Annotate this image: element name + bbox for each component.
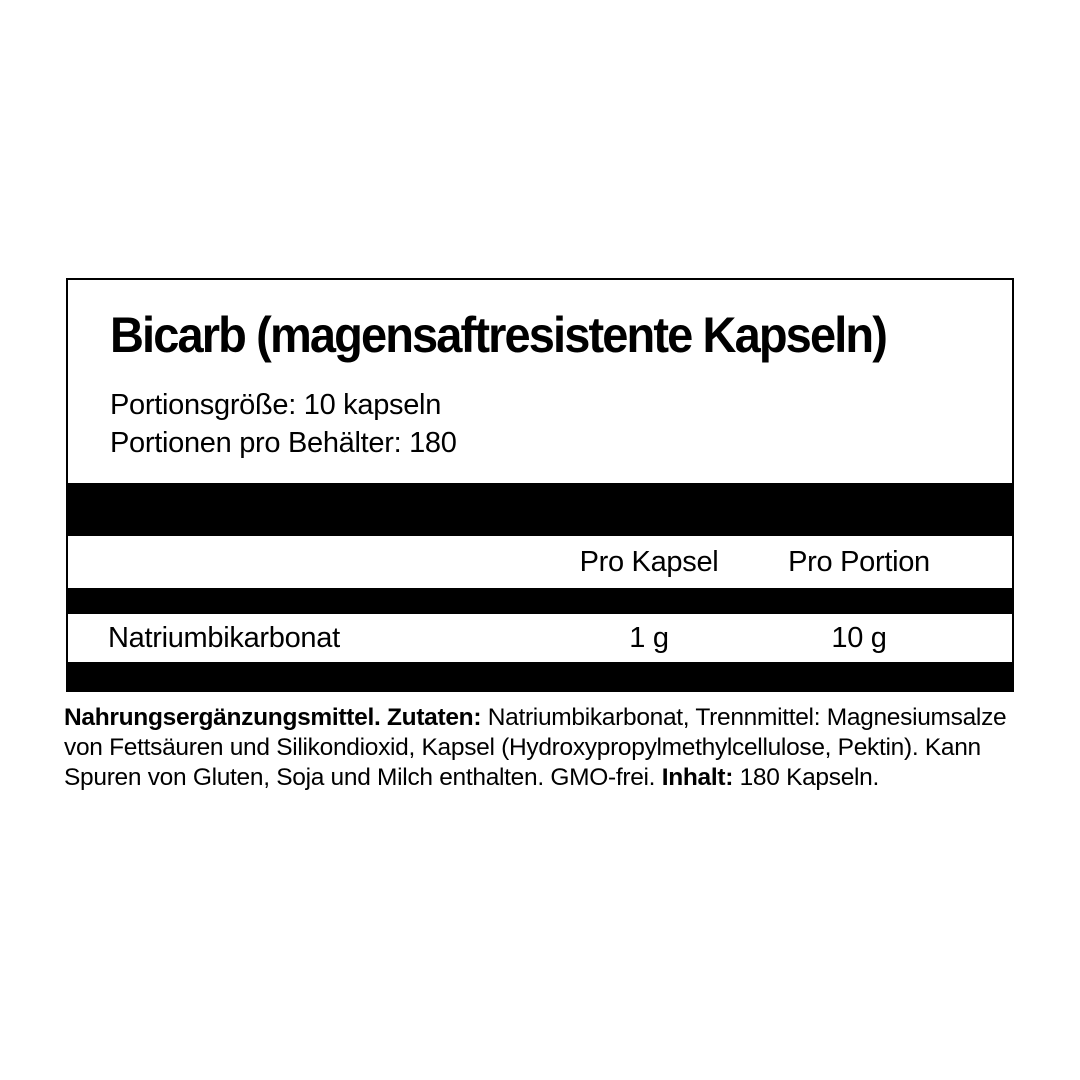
- divider-bar-top: [66, 483, 1014, 536]
- supplement-facts-box: [66, 278, 1014, 692]
- ingredient-per-serving: 10 g: [831, 621, 887, 654]
- divider-bar-middle: [66, 588, 1014, 614]
- ingredient-name: Natriumbikarbonat: [108, 621, 340, 654]
- contents-value-text: 180 Kapseln.: [733, 764, 880, 791]
- ingredients-paragraph: [64, 703, 1016, 793]
- serving-info: [110, 386, 992, 462]
- servings-per-container: Portionen pro Behälter: 180: [110, 427, 457, 459]
- header-per-serving: Pro Portion: [788, 545, 930, 578]
- ingredient-per-capsule: 1 g: [629, 621, 669, 654]
- ingredients-body-text: Natriumbikarbonat, Trennmittel: Magnesiumsalze von Fettsäuren und Silikondioxid, Kapsel (Hydroxypropylmethylcellulose, Pektin). Kann Spuren von Gluten, Soja und Milch enthalten. GMO-frei.: [64, 704, 1007, 791]
- divider-bar-bottom: [66, 662, 1014, 692]
- product-title: Bicarb (magensaftresistente Kapseln): [110, 307, 886, 363]
- ingredients-lead-bold: Nahrungsergänzungsmittel. Zutaten:: [64, 704, 482, 731]
- header-per-capsule: Pro Kapsel: [579, 545, 719, 578]
- table-header-row: [66, 536, 1014, 588]
- contents-label-bold: Inhalt:: [661, 764, 734, 791]
- table-row: [66, 614, 1014, 662]
- facts-header-section: [66, 278, 1014, 483]
- serving-size: Portionsgröße: 10 kapseln: [110, 389, 442, 421]
